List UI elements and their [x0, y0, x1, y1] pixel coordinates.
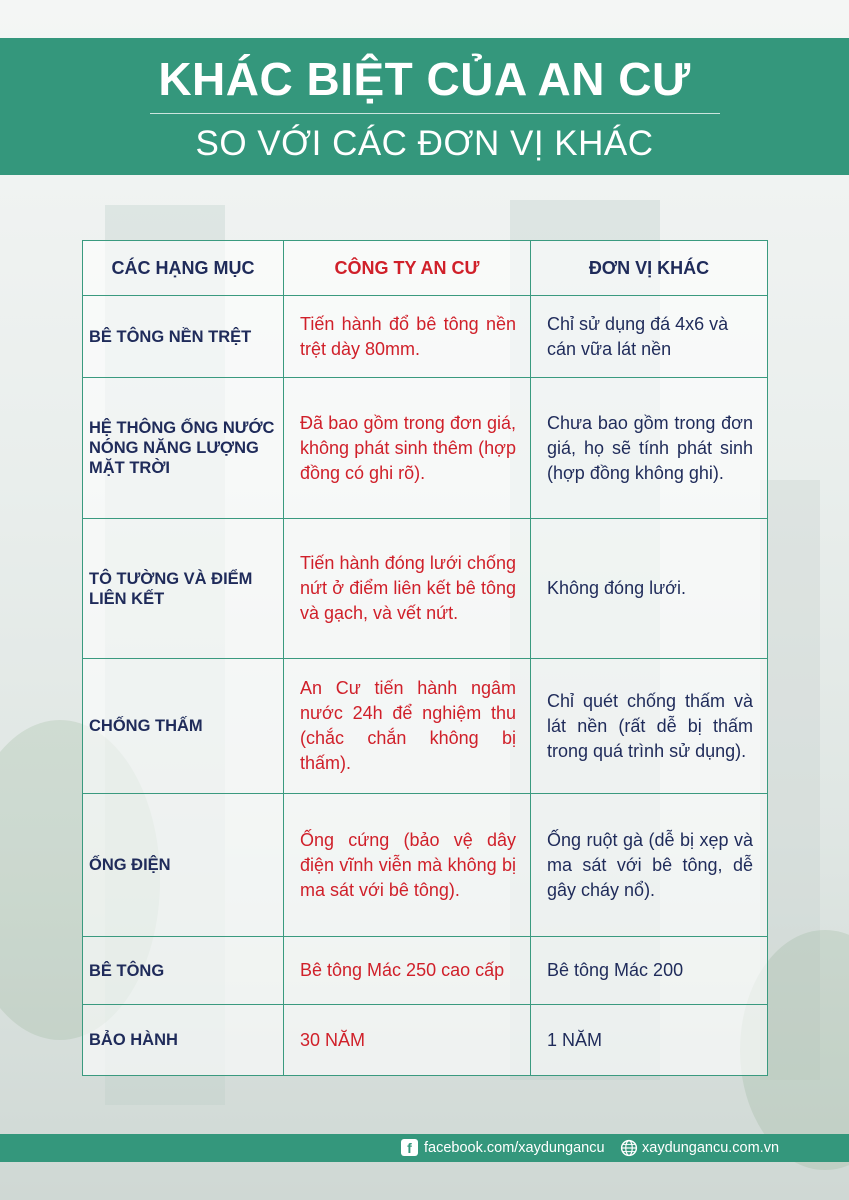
header-banner [0, 38, 849, 175]
table-row [83, 659, 768, 794]
category-cell: TÔ TƯỜNG VÀ ĐIỂM LIÊN KẾT [83, 519, 284, 659]
table-header-row [83, 241, 768, 296]
facebook-icon: f [401, 1139, 418, 1156]
website-link[interactable] [620, 1139, 779, 1157]
column-header-other: ĐƠN VỊ KHÁC [531, 241, 768, 296]
other-cell: 1 NĂM [531, 1005, 768, 1076]
column-header-ancu: CÔNG TY AN CƯ [284, 241, 531, 296]
category-cell: BÊ TÔNG NỀN TRỆT [83, 296, 284, 378]
table-row [83, 794, 768, 937]
website-text: xaydungancu.com.vn [642, 1140, 780, 1156]
footer-bar [0, 1134, 849, 1162]
table-row [83, 1005, 768, 1076]
ancu-cell: An Cư tiến hành ngâm nước 24h để nghiệm thu (chắc chắn không bị thấm). [284, 659, 531, 794]
ancu-cell: Tiến hành đổ bê tông nền trệt dày 80mm. [284, 296, 531, 378]
category-cell: BẢO HÀNH [83, 1005, 284, 1076]
table-row [83, 937, 768, 1005]
table-row [83, 519, 768, 659]
category-cell: CHỐNG THẤM [83, 659, 284, 794]
other-cell: Không đóng lưới. [531, 519, 768, 659]
category-cell: HỆ THÔNG ỐNG NƯỚC NÓNG NĂNG LƯỢNG MẶT TRỜI [83, 378, 284, 519]
ancu-cell: Đã bao gồm trong đơn giá, không phát sinh thêm (hợp đồng có ghi rõ). [284, 378, 531, 519]
ancu-cell: 30 NĂM [284, 1005, 531, 1076]
other-cell: Chưa bao gồm trong đơn giá, họ sẽ tính phát sinh (hợp đồng không ghi). [531, 378, 768, 519]
page-title: KHÁC BIỆT CỦA AN CƯ [158, 53, 691, 105]
comparison-table [82, 240, 768, 1076]
category-cell: ỐNG ĐIỆN [83, 794, 284, 937]
facebook-link[interactable] [401, 1139, 605, 1156]
table-row [83, 296, 768, 378]
globe-icon [620, 1139, 638, 1157]
other-cell: Chỉ quét chống thấm và lát nền (rất dễ bị thấm trong quá trình sử dụng). [531, 659, 768, 794]
category-cell: BÊ TÔNG [83, 937, 284, 1005]
page-subtitle: SO VỚI CÁC ĐƠN VỊ KHÁC [195, 124, 654, 163]
other-cell: Chỉ sử dụng đá 4x6 và cán vữa lát nền [531, 296, 768, 378]
ancu-cell: Ống cứng (bảo vệ dây điện vĩnh viễn mà không bị ma sát với bê tông). [284, 794, 531, 937]
facebook-text: facebook.com/xaydungancu [424, 1139, 605, 1156]
other-cell: Ống ruột gà (dễ bị xẹp và ma sát với bê tông, dễ gây cháy nổ). [531, 794, 768, 937]
column-header-category: CÁC HẠNG MỤC [83, 241, 284, 296]
ancu-cell: Tiến hành đóng lưới chống nứt ở điểm liên kết bê tông và gạch, và vết nứt. [284, 519, 531, 659]
header-divider [150, 113, 720, 114]
ancu-cell: Bê tông Mác 250 cao cấp [284, 937, 531, 1005]
other-cell: Bê tông Mác 200 [531, 937, 768, 1005]
table-row [83, 378, 768, 519]
